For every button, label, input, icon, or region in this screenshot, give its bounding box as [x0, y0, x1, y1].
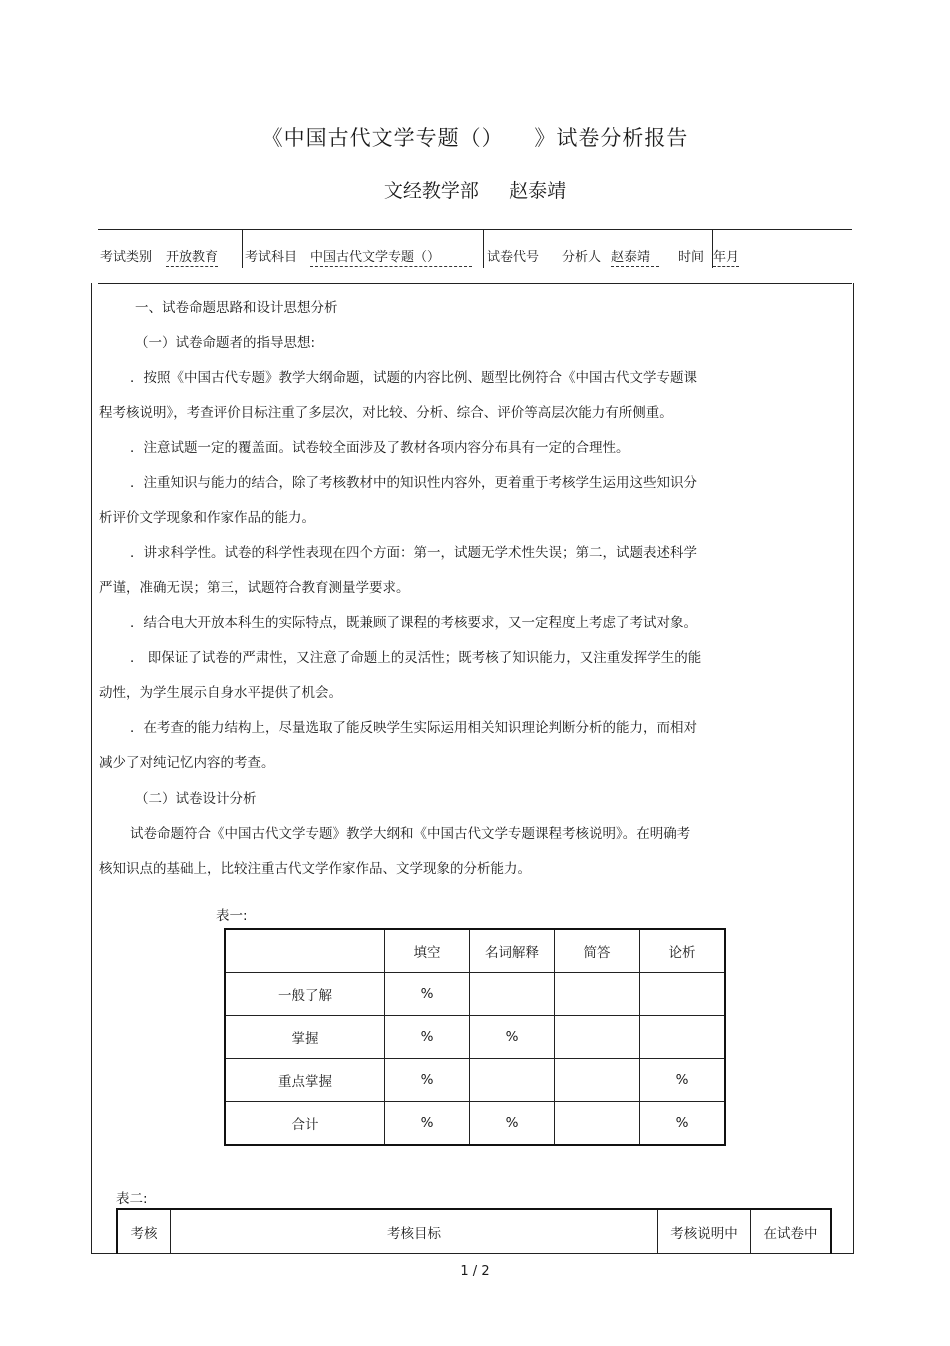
paragraph-line: 试卷命题符合《中国古代文学专题》教学大纲和《中国古代文学专题课程考核说明》。在明确考	[130, 826, 691, 842]
time-label: 时间	[678, 250, 705, 265]
subsection-heading: （二）试卷设计分析	[135, 791, 257, 807]
paragraph-line: ．结合电大开放本科生的实际特点，既兼顾了课程的考核要求，又一定程度上考虑了考试对象。	[130, 615, 697, 631]
section-heading: 一、试卷命题思路和设计思想分析	[135, 300, 338, 316]
table-cell: 合计	[225, 1102, 385, 1146]
table-header-cell: 考核目标	[171, 1209, 658, 1254]
subject-label: 考试科目	[245, 250, 298, 265]
paragraph-line: 减少了对纯记忆内容的考查。	[99, 755, 275, 771]
table-header-cell: 考核说明中	[658, 1209, 751, 1254]
page-indicator: 1 / 2	[460, 1264, 490, 1279]
meta-divider	[483, 230, 484, 268]
paragraph-line: 析评价文学现象和作家作品的能力。	[99, 510, 315, 526]
paragraph-line: ． 即保证了试卷的严肃性，又注意了命题上的灵活性；既考核了知识能力，又注重发挥学生的能	[130, 650, 702, 666]
table-header-cell	[225, 929, 385, 973]
paragraph-line: ．注意试题一定的覆盖面。试卷较全面涉及了教材各项内容分布具有一定的合理性。	[130, 440, 630, 456]
author-line: 文经教学部 赵泰靖	[383, 180, 567, 202]
table-cell: %	[640, 1059, 726, 1102]
table-cell	[555, 973, 640, 1016]
table-header-row	[117, 1209, 831, 1254]
table-header-cell: 名词解释	[470, 929, 555, 973]
time-value: 年月	[713, 246, 739, 267]
analyst-label: 分析人	[562, 250, 602, 265]
table-cell: 掌握	[225, 1016, 385, 1059]
table-row	[225, 1102, 725, 1146]
table-cell	[470, 1059, 555, 1102]
table-header-cell: 填空	[385, 929, 470, 973]
paragraph-line: ．注重知识与能力的结合，除了考核教材中的知识性内容外，更着重于考核学生运用这些知识分	[130, 475, 697, 491]
table-header-cell: 论析	[640, 929, 726, 973]
paragraph-line: ．按照《中国古代专题》教学大纲命题，试题的内容比例、题型比例符合《中国古代文学专题课	[130, 370, 697, 386]
table-cell	[640, 1016, 726, 1059]
paper-code-label: 试卷代号	[487, 250, 540, 265]
distribution-table	[224, 928, 726, 1146]
top-rule	[98, 229, 852, 230]
exam-type-value: 开放教育	[166, 246, 218, 267]
paragraph-line: 严谨，准确无误；第三，试题符合教育测量学要求。	[99, 580, 410, 596]
table-cell: %	[385, 1016, 470, 1059]
table-header-cell: 在试卷中	[751, 1209, 832, 1254]
table-cell: %	[640, 1102, 726, 1146]
paragraph-line: ．在考查的能力结构上，尽量选取了能反映学生实际运用相关知识理论判断分析的能力，而相对	[130, 720, 697, 736]
table-cell: %	[385, 1102, 470, 1146]
table-row	[225, 1016, 725, 1059]
table-row	[225, 973, 725, 1016]
paragraph-line: 核知识点的基础上，比较注重古代文学作家作品、文学现象的分析能力。	[99, 861, 531, 877]
table-header-row	[225, 929, 725, 973]
paragraph-line: 程考核说明》，考查评价目标注重了多层次，对比较、分析、综合、评价等高层次能力有所侧重。	[99, 405, 673, 421]
table-cell: %	[470, 1016, 555, 1059]
table-cell: %	[385, 973, 470, 1016]
table-cell	[640, 973, 726, 1016]
table-cell: 一般了解	[225, 973, 385, 1016]
meta-divider	[242, 230, 243, 268]
subsection-heading: （一）试卷命题者的指导思想:	[135, 335, 316, 351]
page-title: 《中国古代文学专题（） 》试卷分析报告	[261, 126, 689, 150]
table-cell	[470, 973, 555, 1016]
paragraph-line: 动性，为学生展示自身水平提供了机会。	[99, 685, 342, 701]
table-cell: 重点掌握	[225, 1059, 385, 1102]
objectives-table	[116, 1208, 832, 1254]
paragraph-line: ．讲求科学性。试卷的科学性表现在四个方面：第一，试题无学术性失误；第二，试题表述科学	[130, 545, 697, 561]
table-caption: 表二:	[116, 1191, 148, 1207]
subject-value: 中国古代文学专题（）	[310, 246, 472, 267]
exam-type-label: 考试类别	[100, 250, 153, 265]
table-cell: %	[470, 1102, 555, 1146]
table-header-cell: 简答	[555, 929, 640, 973]
analyst-value: 赵泰靖	[611, 246, 659, 267]
table-row	[225, 1059, 725, 1102]
table-caption: 表一:	[216, 908, 248, 924]
table-cell: %	[385, 1059, 470, 1102]
table-cell	[555, 1016, 640, 1059]
table-header-cell: 考核	[117, 1209, 171, 1254]
table-cell	[555, 1059, 640, 1102]
table-cell	[555, 1102, 640, 1146]
